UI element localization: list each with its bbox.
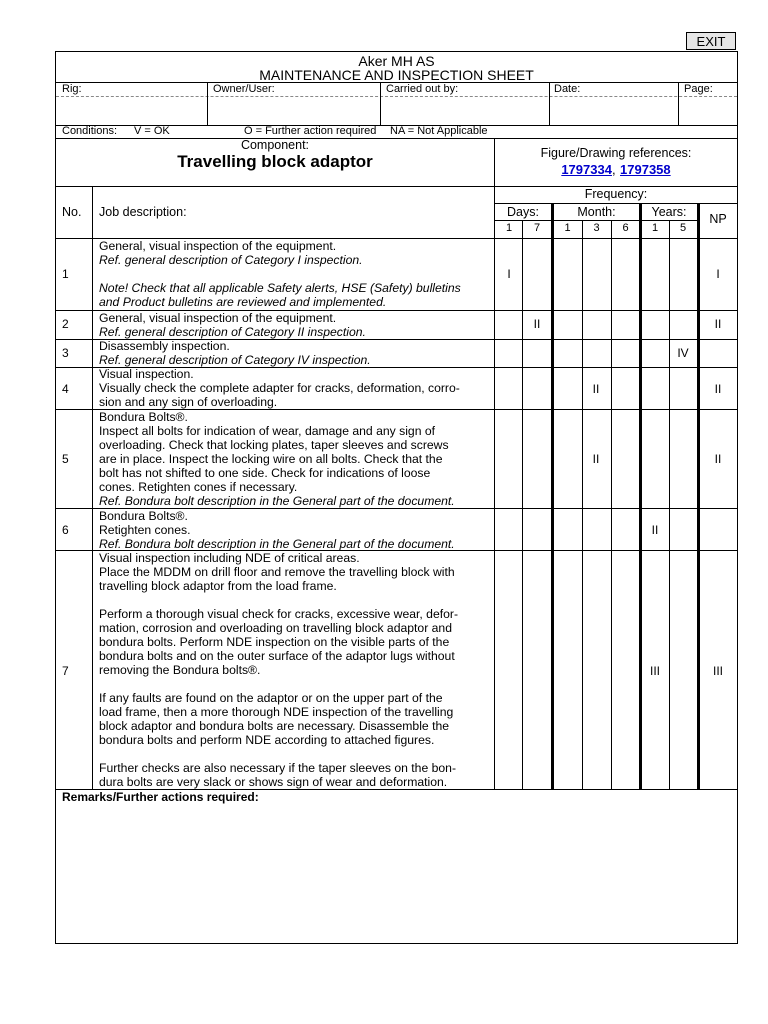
carried-out-label: Carried out by: (386, 83, 459, 95)
row-4-month-3-mark: II (592, 382, 600, 396)
row-3-number: 3 (62, 346, 69, 360)
component-name: Travelling block adaptor (177, 152, 373, 171)
row-7-np-mark: III (712, 664, 723, 678)
row-5-number: 5 (62, 452, 69, 466)
row-3-description: Disassembly inspection. Ref. general description of Category IV inspection. (99, 339, 371, 367)
years-header: Years: (651, 205, 687, 219)
month-3: 3 (593, 222, 600, 234)
carried-out-field[interactable] (386, 98, 544, 122)
row-5-description: Bondura Bolts®. Inspect all bolts for indication of wear, damage and any sign of overloading. Check that locking plates, taper sleeves and screws are in place. Inspect the locking wire on all bolts. Check that the bolt has not shifted to one side. Check for indications of loose cones. Retighten cones if necessary. Ref. Bondura bolt description in the General part of the document. (99, 410, 455, 508)
row-1-np-mark: I (716, 267, 720, 281)
remarks-label: Remarks/Further actions required: (62, 790, 259, 804)
days-1: 1 (505, 222, 513, 234)
row-3-years-5-mark: IV (677, 346, 689, 360)
company-name: Aker MH AS (358, 53, 435, 69)
row-1-description: General, visual inspection of the equipment. Ref. general description of Category I inspection. Note! Check that all applicable Safety alerts, HSE (Safety) bulletins and Product bulletins are reviewed and implemented. (99, 239, 461, 309)
days-header: Days: (507, 205, 539, 219)
row-4-description: Visual inspection. Visually check the complete adapter for cracks, deformation, corro- sion and any sign of overloading. (99, 367, 460, 409)
row-5-np-mark: II (714, 452, 722, 466)
month-6: 6 (622, 222, 629, 234)
row-7-description: Visual inspection including NDE of critical areas. Place the MDDM on drill floor and remove the travelling block with travelling block adaptor from the load frame. Perform a thorough visual check for cracks, excessive wear, defor- mation, corrosion and overloading on travelling block adaptor and bondura bolts. Perform NDE inspection on the visible parts of the bondura bolts and on the outer surface of the adaptor lugs without removing the Bondura bolts®. If any faults are found on the adaptor or on the upper part of the load frame, then a more thorough NDE inspection of the travelling block adaptor and bondura bolts are necessary. Disassemble the bondura bolts and perform NDE according to attached figures. Further checks are also necessary if the taper sleeves on the bon- dura bolts are very slack or shows sign of wear and deformation. (99, 551, 459, 789)
sheet-title: MAINTENANCE AND INSPECTION SHEET (259, 67, 534, 83)
row-1-days-1-mark: I (507, 267, 511, 281)
inspection-sheet (55, 51, 738, 944)
row-7-number: 7 (62, 664, 69, 678)
page-field[interactable] (684, 98, 734, 122)
condition-further: O = Further action required (244, 125, 377, 137)
conditions-label: Conditions: (62, 125, 118, 137)
row-6-number: 6 (62, 523, 69, 537)
row-6-years-1-mark: II (651, 523, 659, 537)
date-field[interactable] (554, 98, 673, 122)
col-job-header: Job description: (99, 205, 187, 219)
exit-button[interactable]: EXIT (686, 32, 736, 50)
ref-separator: , (611, 162, 616, 177)
row-6-description: Bondura Bolts®. Retighten cones. Ref. Bondura bolt description in the General part of the document. (99, 509, 455, 551)
drawing-link-1797334[interactable]: 1797334 (561, 162, 612, 177)
month-1: 1 (564, 222, 571, 234)
row-2-np-mark: II (714, 317, 722, 331)
years-1: 1 (651, 222, 659, 234)
rig-field[interactable] (62, 98, 202, 122)
rig-label: Rig: (62, 83, 82, 95)
row-1-number: 1 (62, 267, 69, 281)
month-header: Month: (577, 205, 616, 219)
col-no-header: No. (62, 205, 82, 219)
row-4-number: 4 (62, 382, 69, 396)
condition-na: NA = Not Applicable (390, 125, 488, 137)
remarks-field[interactable] (60, 808, 732, 940)
row-2-days-7-mark: II (533, 317, 541, 331)
np-header: NP (709, 212, 727, 226)
row-2-number: 2 (62, 317, 69, 331)
frequency-header: Frequency: (584, 187, 648, 201)
condition-ok: V = OK (134, 125, 170, 137)
owner-field[interactable] (213, 98, 375, 122)
figure-references (495, 161, 737, 179)
date-label: Date: (554, 83, 581, 95)
years-5: 5 (679, 222, 687, 234)
days-7: 7 (533, 222, 541, 234)
row-7-years-1-mark: III (649, 664, 660, 678)
owner-label: Owner/User: (213, 83, 275, 95)
component-label: Component: (240, 138, 310, 152)
page-label: Page: (684, 83, 713, 95)
row-2-description: General, visual inspection of the equipment. Ref. general description of Category II inspection. (99, 311, 366, 339)
row-5-month-3-mark: II (592, 452, 600, 466)
row-4-np-mark: II (714, 382, 722, 396)
figure-references-label: Figure/Drawing references: (540, 146, 692, 160)
drawing-link-1797358[interactable]: 1797358 (620, 162, 671, 177)
